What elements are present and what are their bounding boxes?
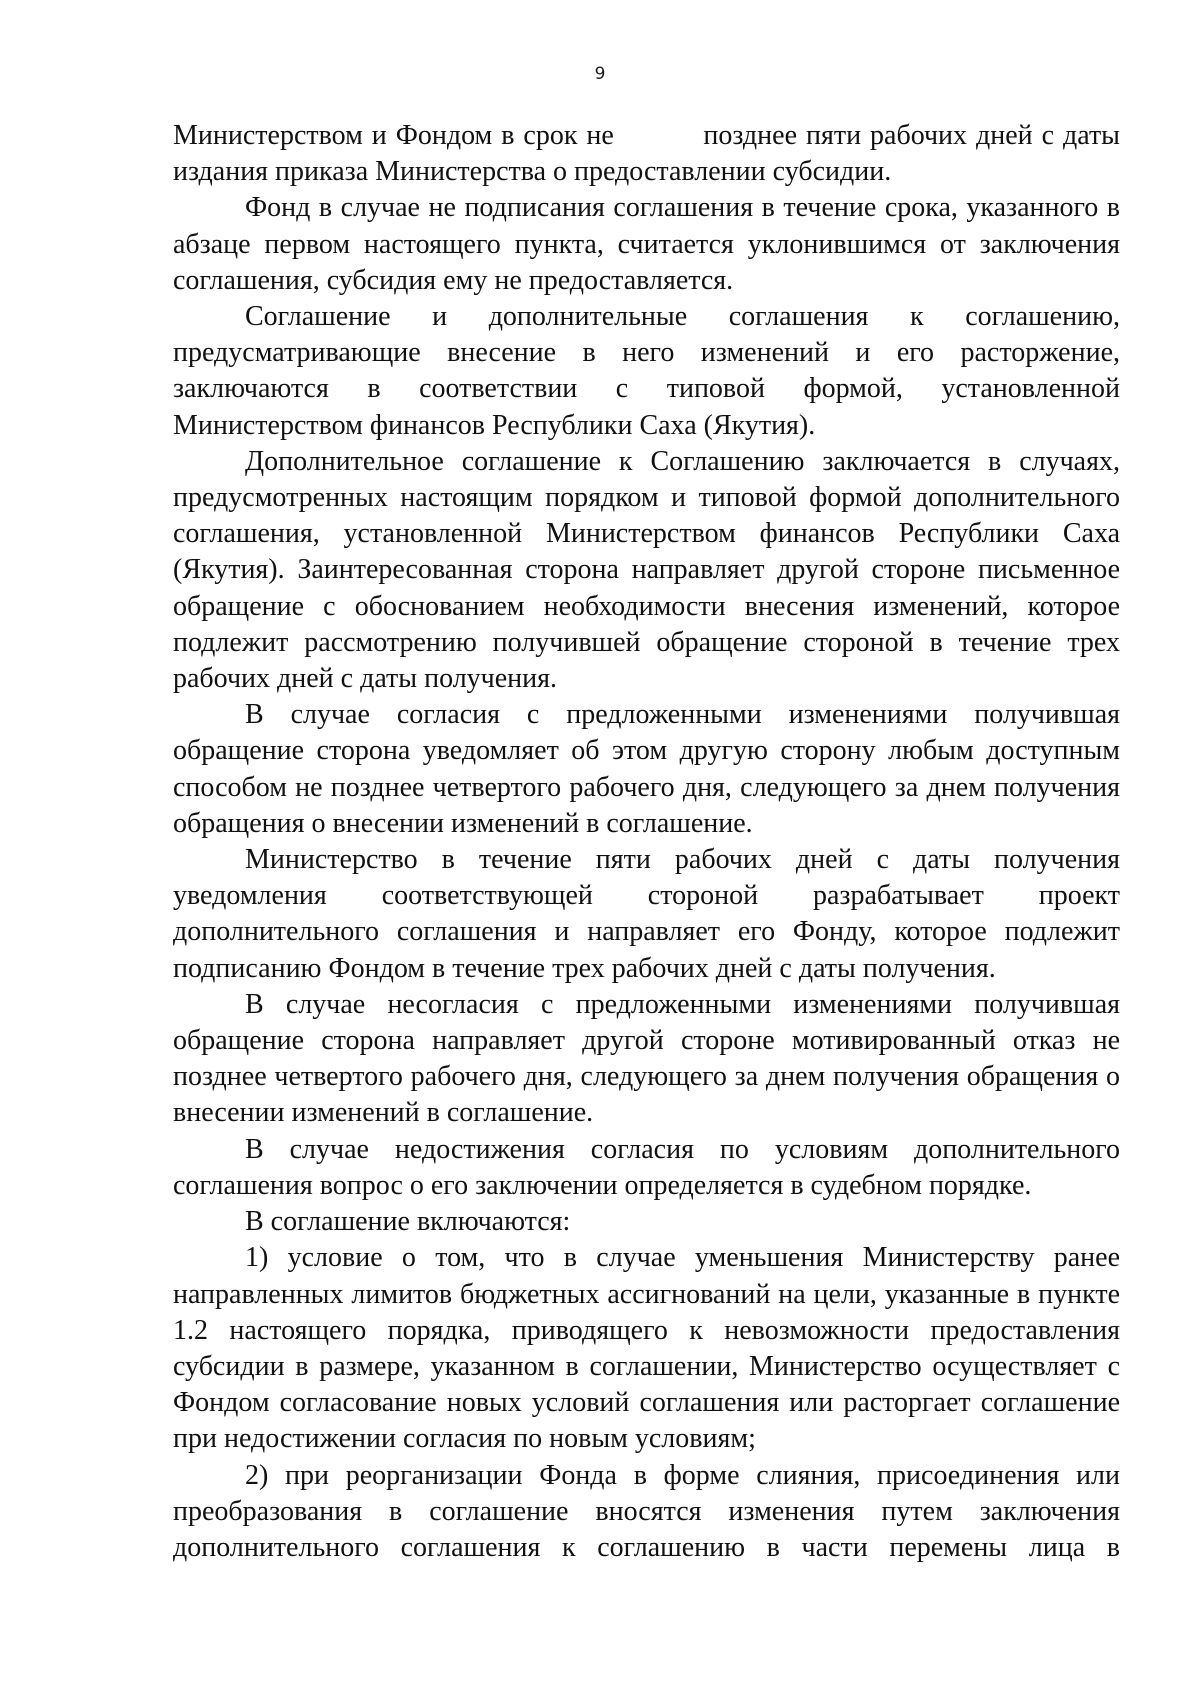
document-body [173,118,1127,1566]
paragraph-court: В случае недостижения согласия по условиям дополнительного соглашения вопрос о его заключении определяется в судебном порядке. [173,1133,1120,1201]
page-number: 9 [594,64,606,84]
paragraph-included-heading: В соглашение включаются: [245,1206,571,1238]
paragraph-ministry-drafts: Министерство в течение пяти рабочих дней с даты получения уведомления соответствующей стороной разрабатывает проект дополнительного соглашения и направляет его Фонду, которое подлежит подписанию Фондом в течение трех рабочих дней с даты получения. [173,844,1120,984]
paragraph-continuation: Министерством и Фондом в срок не позднее пяти рабочих дней с даты издания приказа Министерства о предоставлении субсидии. [173,120,1127,188]
paragraph-disagreement: В случае несогласия с предложенными изменениями получившая обращение сторона направляет другой стороне мотивированный отказ не позднее четвертого рабочего дня, следующего за днем получения обращения о внесении изменений в соглашение. [173,988,1120,1129]
paragraph-additional-agreement: Дополнительное соглашение к Соглашению заключается в случаях, предусмотренных настоящим порядком и типовой формой дополнительного соглашения, установленной Министерством финансов Республики Саха (Якутия). Заинтересованная сторона направляет другой стороне письменное обращение с обоснованием необходимости внесения изменений, которое подлежит рассмотрению получившей обращение стороной в течение трех рабочих дней с даты получения. [173,445,1120,695]
paragraph-typical-form: Соглашение и дополнительные соглашения к соглашению, предусматривающие внесение в него изменений и его расторжение, заключаются в соответствии с типовой формой, установленной Министерством финансов Республики Саха (Якутия). [173,301,1120,441]
list-item-2: 2) при реорганизации Фонда в форме слияния, присоединения или преобразования в соглашение вносятся изменения путем заключения дополнительного соглашения к соглашению в части перемены лица в [173,1459,1120,1563]
paragraph-consent: В случае согласия с предложенными изменениями получившая обращение сторона уведомляет об этом другую сторону любым доступным способом не позднее четвертого рабочего дня, следующего за днем получения обращения о внесении изменений в соглашение. [173,699,1120,839]
list-item-1: 1) условие о том, что в случае уменьшения Министерству ранее направленных лимитов бюджетных ассигнований на цели, указанные в пункте 1.2 настоящего порядка, приводящего к невозможности предоставления субсидии в размере, указанном в соглашении, Министерство осуществляет с Фондом согласование новых условий соглашения или расторгает соглашение при недостижении согласия по новым условиям; [173,1242,1120,1455]
paragraph-unsigned-agreement: Фонд в случае не подписания соглашения в течение срока, указанного в абзаце первом настоящего пункта, считается уклонившимся от заключения соглашения, субсидия ему не предоставляется. [173,192,1120,296]
